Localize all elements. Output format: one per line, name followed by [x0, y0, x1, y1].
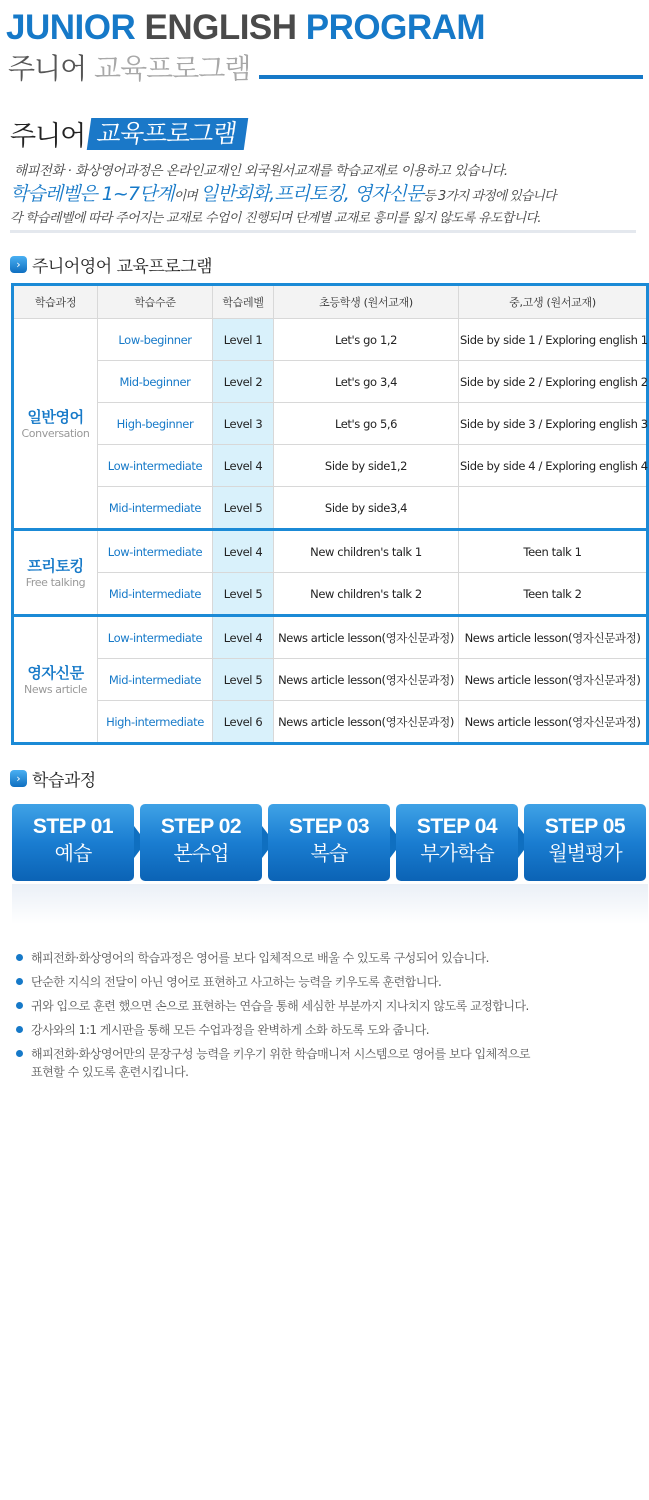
section-header-program: [10, 252, 213, 277]
step-5: [524, 804, 646, 881]
step-1: [12, 804, 134, 881]
cell-level: Level 5: [213, 659, 274, 701]
step-3: [268, 804, 390, 881]
cell-standard: Low-beginner: [98, 319, 213, 361]
cell-level: Level 6: [213, 701, 274, 744]
curriculum-table: [11, 283, 649, 745]
list-item: [16, 1018, 636, 1042]
col-standard: 학습수준: [98, 285, 213, 319]
course-name-en: Conversation: [21, 426, 90, 440]
step-number: STEP 01: [32, 815, 114, 838]
table-header-row: [13, 285, 648, 319]
cell-level: Level 4: [213, 616, 274, 659]
cell-elementary: New children's talk 2: [274, 573, 459, 616]
list-item-text: 해피전화·화상영어만의 문장구성 능력을 키우기 위한 학습매니저 시스템으로 영어를 보다 입체적으로: [31, 1047, 531, 1061]
section-header-process: [10, 766, 96, 791]
title-underline: [259, 75, 643, 79]
cell-elementary: Side by side1,2: [274, 445, 459, 487]
cell-level: Level 4: [213, 445, 274, 487]
list-item-text: 단순한 지식의 전달이 아닌 영어로 표현하고 사고하는 능력을 키우도록 훈련합니다.: [31, 975, 442, 989]
cell-elementary: Let's go 5,6: [274, 403, 459, 445]
intro-text: [10, 160, 642, 229]
title-english: ENGLISH: [144, 8, 306, 47]
step-label: 부가학습: [420, 841, 494, 865]
cell-elementary: News article lesson(영자신문과정): [274, 616, 459, 659]
table-row: [13, 701, 648, 744]
cell-level: Level 3: [213, 403, 274, 445]
page-title-korean: [8, 52, 250, 86]
list-item: [16, 946, 636, 970]
cell-secondary: Teen talk 2: [459, 573, 648, 616]
cell-secondary: Side by side 4 / Exploring english 4: [459, 445, 648, 487]
course-name-en: News article: [24, 682, 87, 696]
title-ko-program: 교육프로그램: [94, 52, 251, 85]
col-elementary: 초등학생 (원서교재): [274, 285, 459, 319]
step-label: 월별평가: [548, 841, 622, 865]
arrow-right-icon: ›: [10, 256, 27, 273]
table-row: [13, 530, 648, 573]
col-course: 학습과정: [13, 285, 98, 319]
list-item-text: 강사와의 1:1 게시판을 통해 모든 수업과정을 완벽하게 소화 하도록 도와 줍니다.: [31, 1023, 430, 1037]
cell-secondary: Side by side 2 / Exploring english 2: [459, 361, 648, 403]
cell-level: Level 5: [213, 487, 274, 530]
table-row: [13, 487, 648, 530]
cell-standard: Low-intermediate: [98, 445, 213, 487]
step-label: 예습: [54, 841, 92, 865]
learning-steps: [12, 804, 648, 884]
step-number: STEP 04: [416, 815, 498, 838]
intro-courses: 일반회화,프리토킹, 영자신문: [199, 183, 424, 205]
table-row: [13, 319, 648, 361]
process-description-list: [16, 946, 636, 1081]
step-label: 복습: [310, 841, 348, 865]
table-row: [13, 403, 648, 445]
cell-elementary: Side by side3,4: [274, 487, 459, 530]
section-title-process: 학습과정: [32, 771, 96, 791]
course-name-en: Free talking: [25, 575, 86, 589]
cell-secondary: News article lesson(영자신문과정): [459, 616, 648, 659]
section-title-program: 주니어영어 교육프로그램: [32, 257, 213, 277]
cell-secondary: Teen talk 1: [459, 530, 648, 573]
cell-elementary: Let's go 3,4: [274, 361, 459, 403]
cell-standard: High-beginner: [98, 403, 213, 445]
cell-standard: High-intermediate: [98, 701, 213, 744]
cell-elementary: New children's talk 1: [274, 530, 459, 573]
bullet-dot-icon: [16, 954, 23, 961]
title-junior: JUNIOR: [6, 8, 145, 47]
course-news-article: [13, 616, 98, 744]
step-number: STEP 02: [160, 815, 242, 838]
step-number: STEP 05: [544, 815, 626, 838]
step-4: [396, 804, 518, 881]
cell-secondary: News article lesson(영자신문과정): [459, 701, 648, 744]
cell-elementary: News article lesson(영자신문과정): [274, 701, 459, 744]
course-name-ko: 프리토킹: [27, 556, 84, 575]
list-item: [16, 1042, 636, 1081]
table-row: [13, 616, 648, 659]
cell-level: Level 5: [213, 573, 274, 616]
cell-standard: Mid-intermediate: [98, 659, 213, 701]
title-program: PROGRAM: [305, 8, 486, 47]
intro-divider: [10, 230, 636, 233]
cell-secondary: News article lesson(영자신문과정): [459, 659, 648, 701]
cell-level: Level 4: [213, 530, 274, 573]
cell-standard: Mid-intermediate: [98, 487, 213, 530]
course-free-talking: [13, 530, 98, 616]
bullet-dot-icon: [16, 1026, 23, 1033]
bullet-dot-icon: [16, 1002, 23, 1009]
table-row: [13, 361, 648, 403]
step-label: 본수업: [173, 841, 229, 865]
bullet-dot-icon: [16, 978, 23, 985]
cell-standard: Mid-beginner: [98, 361, 213, 403]
list-item-text: 귀와 입으로 훈련 했으면 손으로 표현하는 연습을 통해 세심한 부분까지 지나치지 않도록 교정합니다.: [31, 999, 529, 1013]
cell-elementary: News article lesson(영자신문과정): [274, 659, 459, 701]
table-row: [13, 659, 648, 701]
steps-reflection: [12, 884, 648, 924]
step-number: STEP 03: [288, 815, 370, 838]
intro-suffix: 등 3가지 과정에 있습니다: [423, 189, 556, 204]
list-item: [16, 994, 636, 1018]
cell-elementary: Let's go 1,2: [274, 319, 459, 361]
col-level: 학습레벨: [213, 285, 274, 319]
list-item-text-continued: 표현할 수 있도록 훈련시킵니다.: [31, 1065, 189, 1079]
step-2: [140, 804, 262, 881]
intro-line-2: [10, 182, 642, 209]
title-ko-junior: 주니어: [8, 52, 95, 85]
table-row: [13, 445, 648, 487]
intro-line-1: 해피전화 · 화상영어과정은 온라인교재인 외국원서교재를 학습교재로 이용하고 있습니다.: [14, 163, 508, 179]
intro-levels: 학습레벨은 1~7단계: [10, 183, 174, 205]
course-name-ko: 영자신문: [27, 663, 84, 682]
list-item-text: 해피전화·화상영어의 학습과정은 영어를 보다 입체적으로 배울 수 있도록 구성되어 있습니다.: [31, 951, 489, 965]
table-row: [13, 573, 648, 616]
cell-standard: Low-intermediate: [98, 616, 213, 659]
course-conversation: [13, 319, 98, 530]
cell-standard: Mid-intermediate: [98, 573, 213, 616]
page-title-english: [6, 8, 485, 48]
list-item: [16, 970, 636, 994]
program-heading-tag: 교육프로그램: [87, 118, 248, 150]
intro-connector: 이며: [173, 189, 200, 204]
cell-secondary: [459, 487, 648, 530]
intro-line-3: 각 학습레벨에 따라 주어지는 교재로 수업이 진행되며 단계별 교재로 흥미를 잃지 않도록 유도합니다.: [10, 211, 541, 226]
col-secondary: 중,고생 (원서교재): [459, 285, 648, 319]
bullet-dot-icon: [16, 1050, 23, 1057]
cell-level: Level 1: [213, 319, 274, 361]
cell-standard: Low-intermediate: [98, 530, 213, 573]
cell-level: Level 2: [213, 361, 274, 403]
arrow-right-icon: ›: [10, 770, 27, 787]
cell-secondary: Side by side 3 / Exploring english 3: [459, 403, 648, 445]
program-heading: [10, 114, 246, 152]
cell-secondary: Side by side 1 / Exploring english 1: [459, 319, 648, 361]
program-heading-dark: 주니어: [10, 121, 86, 152]
course-name-ko: 일반영어: [27, 407, 84, 426]
